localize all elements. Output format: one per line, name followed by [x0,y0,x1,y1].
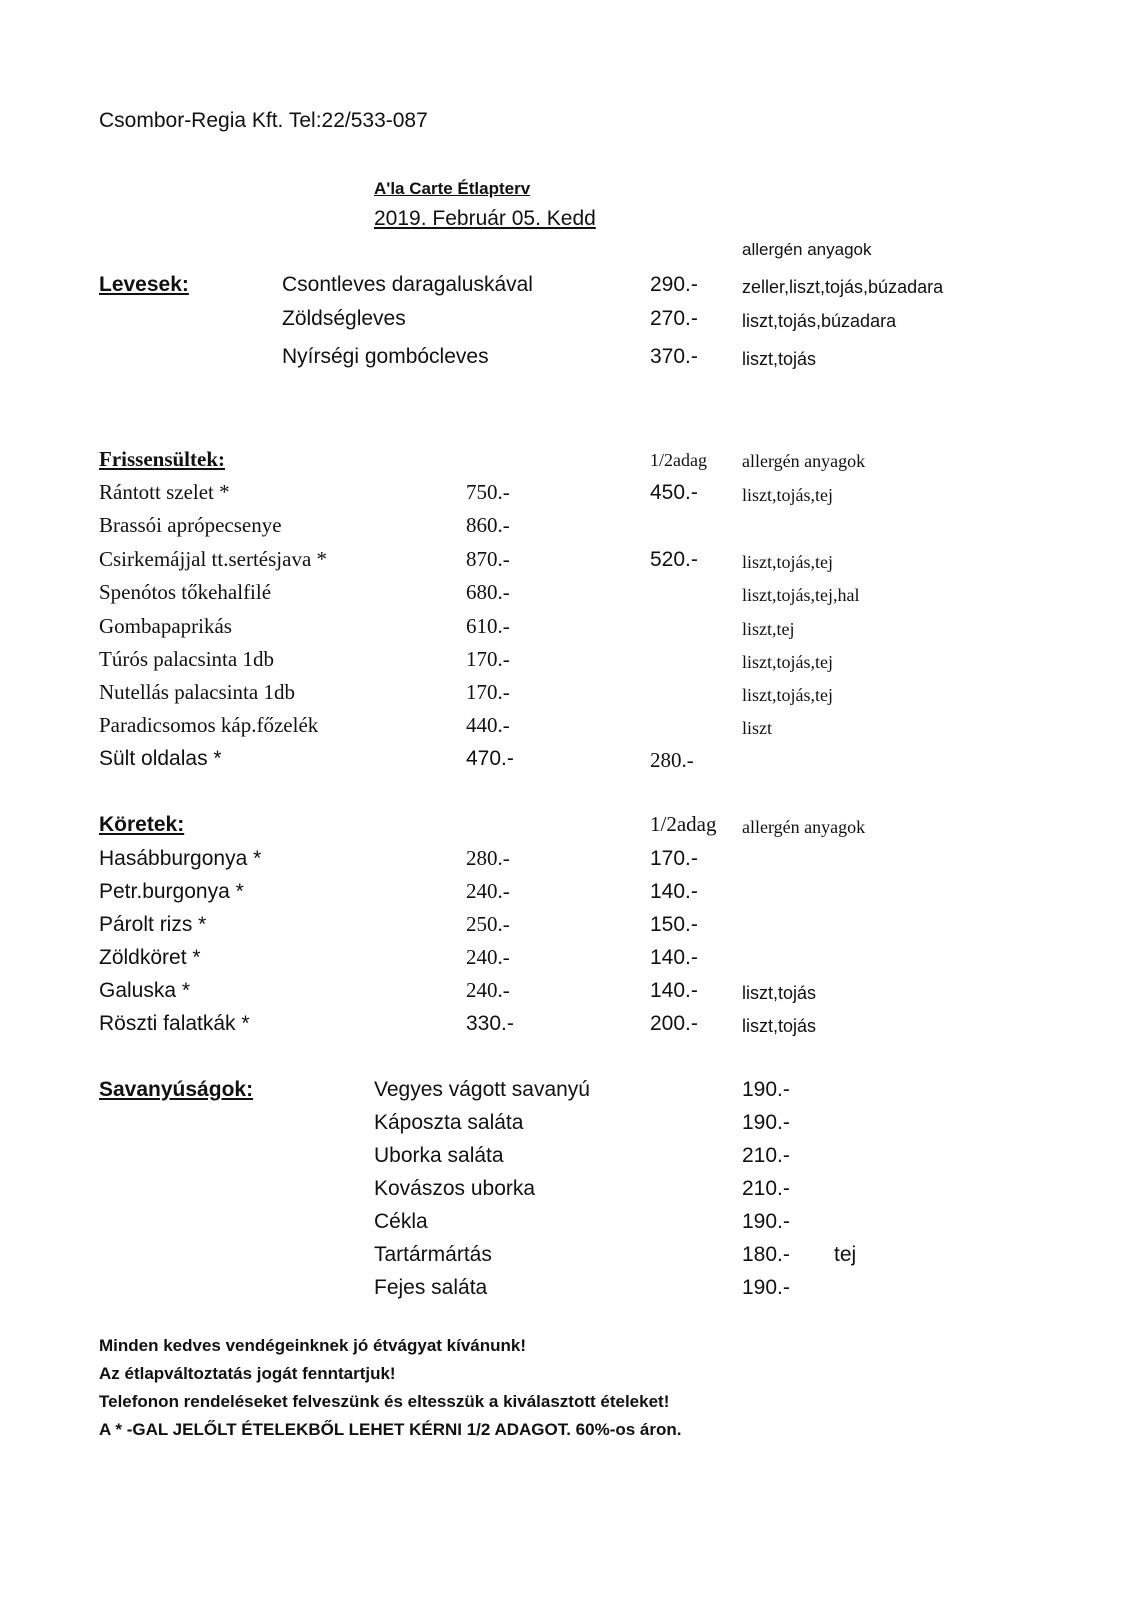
pickle-price: 190.- [742,1111,790,1134]
dish-allergens: liszt,tej [742,619,795,639]
dish-half-price: 450.- [650,481,698,504]
dish-name: Gombapaprikás [99,614,232,638]
dish-allergens: liszt,tojás,tej [742,552,833,572]
dish-price: 870.- [466,547,510,571]
koretek-heading: Köretek: [99,813,185,836]
soup-price: 290.- [650,273,698,296]
pickle-name: Fejes saláta [374,1276,488,1299]
dish-name: Nutellás palacsinta 1db [99,680,295,704]
side-price: 280.- [466,846,510,870]
levesek-allergen-heading: allergén anyagok [742,240,872,259]
dish-price: 170.- [466,680,510,704]
footer-line: A * -GAL JELŐLT ÉTELEKBŐL LEHET KÉRNI 1/2 ADAGOT. 60%-os áron. [99,1420,682,1439]
side-name: Zöldköret * [99,946,201,969]
pickle-price: 210.- [742,1177,790,1200]
pickle-allergens: tej [834,1243,857,1266]
side-half-price: 140.- [650,979,698,1002]
side-name: Röszti falatkák * [99,1012,250,1035]
side-allergens: liszt,tojás [742,983,817,1003]
side-name: Párolt rizs * [99,913,207,936]
soup-name: Zöldségleves [282,307,406,330]
dish-price: 860.- [466,513,510,537]
menu-title: A'la Carte Étlapterv [374,179,531,198]
dish-name: Paradicsomos káp.főzelék [99,713,319,737]
company-line: Csombor-Regia Kft. Tel:22/533-087 [99,109,428,132]
side-half-price: 140.- [650,880,698,903]
soup-allergens: liszt,tojás [742,349,817,369]
pickle-name: Cékla [374,1210,428,1233]
side-price: 250.- [466,912,510,936]
side-half-price: 170.- [650,847,698,870]
footer-line: Minden kedves vendégeinknek jó étvágyat kívánunk! [99,1336,527,1355]
savanyusagok-heading: Savanyúságok: [99,1078,254,1101]
levesek-heading: Levesek: [99,273,189,296]
dish-half-price: 280.- [650,748,694,772]
side-price: 240.- [466,879,510,903]
pickle-price: 180.- [742,1243,790,1266]
dish-allergens: liszt,tojás,tej [742,685,833,705]
dish-allergens: liszt,tojás,tej [742,652,833,672]
dish-allergens: liszt,tojás,tej [742,485,833,505]
menu-date: 2019. Február 05. Kedd [374,207,596,230]
dish-price: 610.- [466,614,510,638]
side-name: Petr.burgonya * [99,880,244,903]
pickle-price: 210.- [742,1144,790,1167]
pickle-name: Vegyes vágott savanyú [374,1078,590,1101]
dish-price: 680.- [466,580,510,604]
soup-name: Csontleves daragaluskával [282,273,533,296]
side-half-price: 200.- [650,1012,698,1035]
dish-name: Sült oldalas * [99,747,222,770]
frissensultek-heading: Frissensültek: [99,447,225,471]
dish-price: 440.- [466,713,510,737]
koretek-allergen-heading: allergén anyagok [742,817,866,837]
dish-allergens: liszt [742,718,772,738]
side-price: 330.- [466,1012,514,1035]
side-half-price: 150.- [650,913,698,936]
dish-half-price: 520.- [650,548,698,571]
soup-price: 370.- [650,345,698,368]
dish-name: Túrós palacsinta 1db [99,647,274,671]
soup-allergens: zeller,liszt,tojás,búzadara [742,277,944,297]
soup-allergens: liszt,tojás,búzadara [742,311,897,331]
footer-line: Telefonon rendeléseket felveszünk és eltesszük a kiválasztott ételeket! [99,1392,670,1411]
dish-price: 750.- [466,480,510,504]
dish-name: Rántott szelet * [99,480,230,504]
pickle-price: 190.- [742,1276,790,1299]
side-name: Galuska * [99,979,191,1002]
footer-line: Az étlapváltoztatás jogát fenntartjuk! [99,1364,396,1383]
soup-price: 270.- [650,307,698,330]
frissensultek-half-heading: 1/2adag [650,450,707,470]
side-allergens: liszt,tojás [742,1016,817,1036]
side-half-price: 140.- [650,946,698,969]
dish-allergens: liszt,tojás,tej,hal [742,585,860,605]
dish-name: Csirkemájjal tt.sertésjava * [99,547,328,571]
dish-name: Brassói aprópecsenye [99,513,282,537]
pickle-name: Kovászos uborka [374,1177,536,1200]
dish-price: 470.- [466,747,514,770]
dish-name: Spenótos tőkehalfilé [99,580,272,604]
pickle-name: Tartármártás [374,1243,492,1266]
pickle-name: Uborka saláta [374,1144,504,1167]
soup-name: Nyírségi gombócleves [282,345,489,368]
pickle-name: Káposzta saláta [374,1111,524,1134]
dish-price: 170.- [466,647,510,671]
pickle-price: 190.- [742,1078,790,1101]
side-price: 240.- [466,945,510,969]
side-price: 240.- [466,978,510,1002]
frissensultek-allergen-heading: allergén anyagok [742,451,866,471]
pickle-price: 190.- [742,1210,790,1233]
side-name: Hasábburgonya * [99,847,262,870]
koretek-half-heading: 1/2adag [650,812,717,836]
